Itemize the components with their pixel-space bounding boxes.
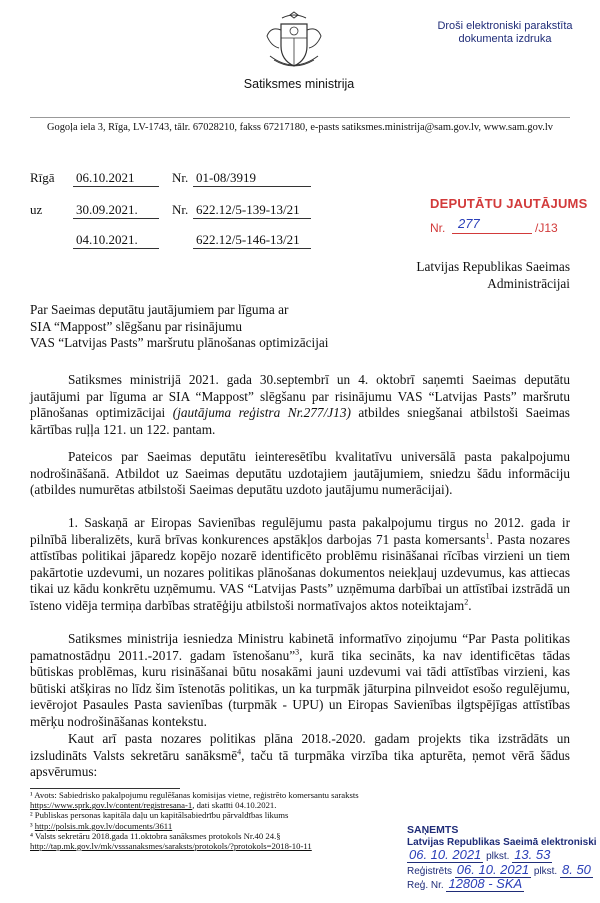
- ref-date-1: 30.09.2021.: [73, 202, 159, 219]
- recipient-line1: Latvijas Republikas Saeimas: [416, 259, 570, 274]
- p5-text-a: Kaut arī pasta nozares politikas plāna 2018.-2020. gadam projekts tika izstrādāts un izsludināts Valsts sekretāru sanāksmē: [30, 731, 570, 763]
- body-paragraph-4: [30, 631, 570, 730]
- regnr-row: [407, 878, 597, 893]
- body-paragraph-1: [30, 372, 570, 438]
- footnote-1-link[interactable]: https://www.sprk.gov.lv/content/registresana-1: [30, 800, 193, 811]
- footnote-ref-1: 1: [485, 531, 490, 541]
- registered-label: Reģistrēts: [407, 865, 453, 877]
- footnote-ref-4: 4: [237, 747, 242, 757]
- p2-text: Pateicos par Saeimas deputātu ieinteresētību kvalitatīvu universālā pasta pakalpojumu nodrošināšanā. Atbildot uz Saeimas deputātu uzdotajiem jautājumiem, sniedzu šādu informāciju (atbildes numurētas atbilstoši Saeimas deputātu uzdoto jautājumu numerācijai).: [30, 449, 570, 497]
- ref-number-1: 622.12/5-139-13/21: [193, 202, 311, 219]
- ministry-name: Satiksmes ministrija: [243, 77, 355, 91]
- header-divider: [30, 117, 570, 118]
- p1-italic-ref: (jautājuma reģistra Nr.277/J13): [172, 405, 351, 420]
- stamp-suffix: /J13: [535, 221, 558, 235]
- footnote-3-text: ³: [30, 820, 35, 831]
- subject-line1: Par Saeimas deputātu jautājumiem par līguma ar: [30, 302, 289, 317]
- ref-date-2: 04.10.2021.: [73, 232, 159, 249]
- received-stamp-org: Latvijas Republikas Saeimā elektroniski: [407, 836, 597, 848]
- nr-label: Nr.: [172, 170, 189, 185]
- body-paragraph-2: [30, 449, 570, 499]
- p1-text-b: atbildes sniegšanai atbilstoši Saeimas kārtības ruļļa 121. un 122. pantam.: [30, 405, 570, 437]
- signed-document-note: [420, 20, 590, 46]
- signed-note-line1: Droši elektroniski parakstīta: [437, 20, 573, 32]
- stamp-underline: [452, 233, 532, 234]
- recipient: [370, 258, 570, 292]
- registered-time: 8. 50: [562, 861, 591, 877]
- footnote-1-text: ¹ Avots: Sabiedrisko pakalpojumu regulēšanas komisijas vietne, reģistrēto komersantu saraksts: [30, 790, 359, 800]
- regnr-label: Reģ. Nr.: [407, 880, 444, 891]
- recipient-line2: Administrācijai: [487, 276, 570, 291]
- received-date: 06. 10. 2021: [409, 847, 482, 862]
- received-stamp-title: SAŅEMTS: [407, 824, 459, 836]
- ministry-address: Gogoļa iela 3, Rīga, LV-1743, tālr. 67028210, fakss 67217180, e-pasts satiksmes.ministrija@sam.gov.lv, www.sam.gov.lv: [47, 122, 553, 133]
- footnotes: [30, 790, 385, 851]
- footnote-ref-2: 2: [464, 597, 469, 607]
- subject-line3: VAS “Latvijas Pasts” maršrutu plānošanas optimizācijai: [30, 335, 329, 350]
- registered-date: 06. 10. 2021: [456, 861, 530, 877]
- p4-text-a: Satiksmes ministrija iesniedza Ministru kabinetā informatīvo ziņojumu “Par Pasta politikas pamatnostādņu 2011.-2017. gadam īstenošanu”: [30, 631, 570, 663]
- subject-line2: SIA “Mappost” slēgšanu par risinājumu: [30, 318, 242, 334]
- registered-plkst-label: plkst.: [533, 865, 558, 877]
- regnr-value: 12808 - SKA: [448, 876, 523, 891]
- letter-subject: [30, 302, 410, 352]
- received-plkst-label: plkst.: [486, 851, 510, 862]
- footnote-2: ² Publiskas personas kapitāla daļu un kapitālsabiedrību pārvaldības likums: [30, 810, 289, 821]
- received-stamp: [407, 824, 597, 893]
- stamp-nr-label: Nr.: [430, 221, 446, 235]
- footnote-1-tail: , dati skatīti 04.10.2021.: [192, 800, 277, 811]
- p4-text-b: , kurā tika secināts, ka nav identificētas tādas būtiskas problēmas, kuru risināšanai būtu nosakāmi jauni uzdevumi vai tādi attīstības virzieni, kas būtiski atšķiras no līdz šim īstenotās politikas, un ka turpmāk jāturpina pilnveidot esošo regulējumu, ievērojot Pasaules Pasta savienības (turpmāk - UPU) un Eiropas Savienības ilgtspējīgas attīstības mērķu nodrošināšanas kontekstu.: [30, 647, 570, 729]
- to-label: uz: [30, 202, 43, 217]
- document-date: 06.10.2021: [73, 170, 159, 187]
- signed-note-line2: dokumenta izdruka: [458, 33, 552, 45]
- footnote-ref-3: 3: [295, 647, 300, 657]
- ref-number-2: 622.12/5-146-13/21: [193, 232, 311, 249]
- p1-text-a: Satiksmes ministrijā 2021. gada 30.septembrī un 4. oktobrī saņemti Saeimas deputātu jautājumi par līguma ar SIA “Mappost” slēgšanu par risinājumu VAS “Latvijas Pasts” maršrutu plānošanas optimizācijai: [30, 372, 570, 420]
- coat-of-arms-emblem: [262, 8, 326, 74]
- footnote-divider: [30, 788, 180, 789]
- p5-text-b: , taču tā turpmāka virzība tika apturēta, ņemot vērā šādus apsvērumus:: [30, 747, 570, 779]
- footnote-3-link[interactable]: http://polsis.mk.gov.lv/documents/3611: [34, 820, 173, 831]
- p3-text-a: 1. Saskaņā ar Eiropas Savienības regulējumu pasta pakalpojumu tirgus no 2012. gada ir pilnībā liberalizēts, kurā brīvas konkurences apstākļos darbojas 71 pasta komersants: [30, 515, 570, 547]
- body-paragraph-5: [30, 731, 570, 781]
- body-paragraph-3: [30, 515, 570, 614]
- footnote-4-link[interactable]: http://tap.mk.gov.lv/mk/vsssanaksmes/saraksts/protokols/?protokols=2018-10-11: [30, 841, 312, 852]
- stamp-handwritten-number: 277: [458, 216, 480, 231]
- document-number: 01-08/3919: [193, 170, 311, 187]
- received-time: 13. 53: [514, 847, 551, 862]
- footnote-3: [30, 821, 385, 831]
- footnote-1: [30, 790, 385, 810]
- deputy-question-stamp-title: DEPUTĀTU JAUTĀJUMS: [430, 196, 588, 211]
- nr-label-2: Nr.: [172, 202, 189, 217]
- p3-text-b: . Pasta nozares attīstības politikai jāparedz kopējo nozarē identificēto problēmu risināšanai rīcības virzieni un tiem pakārtotie uzdevumi, un nozares politikas plānošanas dokumentos neiekļauj uzdevumus, kas attiecas tikai uz kādu konkrētu uzņēmumu. VAS “Latvijas Pasts” uzņēmuma darbībai un attīstībai izstrādā un īsteno vidēja termiņa darbības stratēģiju atbilstoši normatīvajos aktos noteiktajam: [30, 531, 570, 613]
- place-label: Rīgā: [30, 170, 55, 185]
- footnote-4: ⁴ Valsts sekretāru 2018.gada 11.oktobra sanāksmes protokols Nr.40 24.§: [30, 830, 281, 841]
- p3-text-c: .: [468, 597, 472, 613]
- footnote-4-link-line: [30, 841, 385, 851]
